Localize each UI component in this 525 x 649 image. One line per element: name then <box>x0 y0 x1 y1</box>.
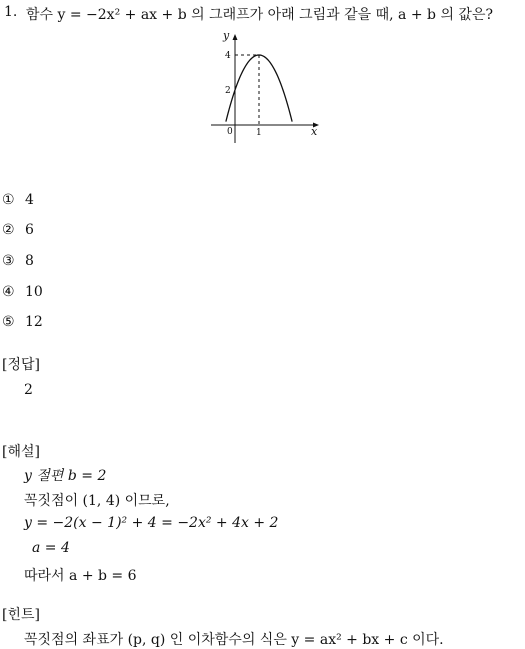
x-tick-1-label: 1 <box>256 128 262 138</box>
choice-3[interactable] <box>2 253 34 269</box>
hint-header: [힌트] <box>2 607 40 623</box>
choice-2[interactable] <box>2 222 34 238</box>
parabola-graph <box>205 28 325 146</box>
choice-1[interactable] <box>2 192 34 208</box>
choice-marker: ⑤ <box>2 314 15 330</box>
choice-5[interactable] <box>2 314 43 330</box>
explanation-line-3: y = −2(x − 1)² + 4 = −2x² + 4x + 2 <box>24 515 279 531</box>
y-tick-2-label: 2 <box>225 86 231 96</box>
question-number: 1. <box>4 4 18 20</box>
explanation-line-5: 따라서 a + b = 6 <box>24 568 137 584</box>
hint-text: 꼭짓점의 좌표가 (p, q) 인 이차함수의 식은 y = ax² + bx + c 이다. <box>24 632 444 648</box>
x-axis-label: x <box>311 125 318 138</box>
y-tick-4-label: 4 <box>225 51 231 61</box>
choice-marker: ① <box>2 192 15 208</box>
choice-marker: ② <box>2 222 15 238</box>
choice-value: 4 <box>25 192 34 208</box>
choice-marker: ④ <box>2 284 15 300</box>
y-axis-label: y <box>223 29 230 42</box>
answer-value: 2 <box>24 382 33 398</box>
choice-marker: ③ <box>2 253 15 269</box>
explanation-line-2: 꼭짓점이 (1, 4) 이므로, <box>24 493 170 509</box>
choice-value: 8 <box>25 253 34 269</box>
choice-value: 10 <box>25 284 43 300</box>
choice-value: 12 <box>25 314 43 330</box>
explanation-line-1: y 절편 b = 2 <box>24 468 107 484</box>
explanation-line-4: a = 4 <box>32 540 70 556</box>
choice-value: 6 <box>25 222 34 238</box>
explanation-header: [해설] <box>2 444 40 460</box>
question-text: 함수 y = −2x² + ax + b 의 그래프가 아래 그림과 같을 때, a + b 의 값은? <box>26 7 493 23</box>
origin-label: 0 <box>227 127 233 137</box>
choice-4[interactable] <box>2 284 43 300</box>
answer-header: [정답] <box>2 357 40 373</box>
y-axis-arrow <box>233 34 238 40</box>
